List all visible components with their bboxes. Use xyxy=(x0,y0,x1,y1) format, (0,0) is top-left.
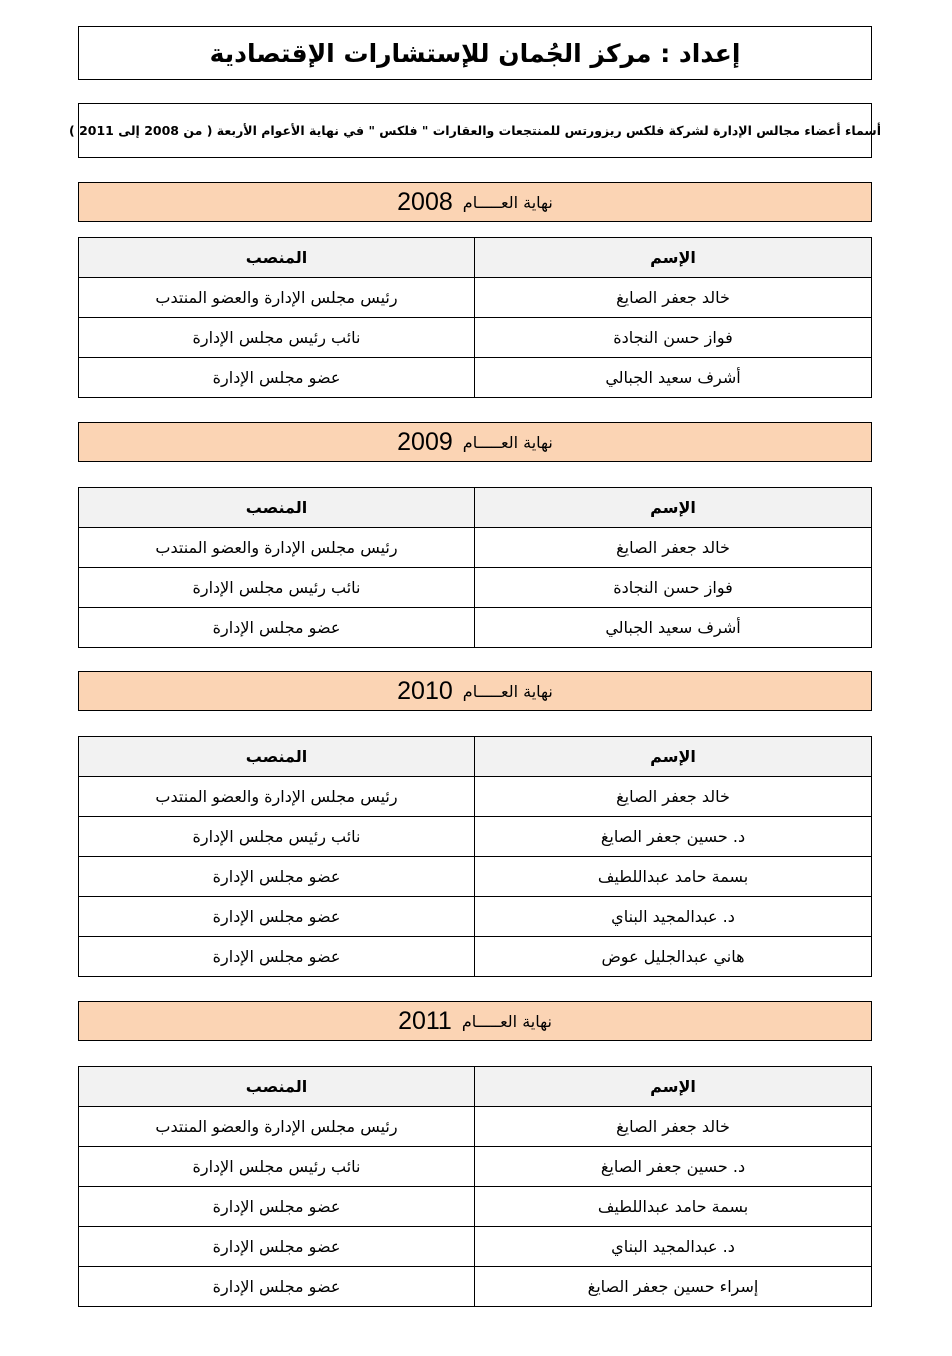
year-value: 2009 xyxy=(397,427,453,456)
member-name: إسراء حسين جعفر الصايغ xyxy=(474,1267,871,1306)
member-position: نائب رئيس مجلس الإدارة xyxy=(192,578,361,597)
member-name: د. حسين جعفر الصايغ xyxy=(474,817,871,856)
year-bar-2009 xyxy=(78,422,872,462)
year-bar-2010 xyxy=(78,671,872,711)
member-name: د. عبدالمجيد البناي xyxy=(474,1227,871,1266)
member-position: نائب رئيس مجلس الإدارة xyxy=(192,1157,361,1176)
page-title xyxy=(78,26,872,80)
member-position: عضو مجلس الإدارة xyxy=(212,947,341,966)
table-row xyxy=(79,817,871,857)
table-row xyxy=(79,528,871,568)
member-name: خالد جعفر الصايغ xyxy=(474,1107,871,1146)
member-position: عضو مجلس الإدارة xyxy=(212,1237,341,1256)
board-table-2009 xyxy=(78,487,872,648)
table-row xyxy=(79,857,871,897)
member-name: خالد جعفر الصايغ xyxy=(474,528,871,567)
page-subtitle-text: أسماء أعضاء مجالس الإدارة لشركة فلكس ريزورتس للمنتجعات والعقارات " فلكس " في نهاية الأعوام الأربعة ( من 2008 إلى 2011 ) xyxy=(68,123,881,138)
column-header-name: الإسم xyxy=(474,1067,871,1106)
table-row xyxy=(79,897,871,937)
table-row xyxy=(79,278,871,318)
year-bar-2011 xyxy=(78,1001,872,1041)
member-position: رئيس مجلس الإدارة والعضو المنتدب xyxy=(155,538,398,557)
table-row xyxy=(79,318,871,358)
table-row xyxy=(79,1227,871,1267)
column-header-position: المنصب xyxy=(245,498,308,517)
year-label: نهاية العـــــام xyxy=(461,1011,552,1031)
member-name: أشرف سعيد الجبالي xyxy=(474,608,871,647)
year-label: نهاية العـــــام xyxy=(462,432,553,452)
column-header-name: الإسم xyxy=(474,238,871,277)
member-position: نائب رئيس مجلس الإدارة xyxy=(192,328,361,347)
year-bar-2008 xyxy=(78,182,872,222)
column-header-position: المنصب xyxy=(245,248,308,267)
board-table-2011 xyxy=(78,1066,872,1307)
page-subtitle xyxy=(68,103,881,158)
member-name: خالد جعفر الصايغ xyxy=(474,777,871,816)
member-name: أشرف سعيد الجبالي xyxy=(474,358,871,397)
table-header-row xyxy=(79,488,871,528)
member-position: رئيس مجلس الإدارة والعضو المنتدب xyxy=(155,787,398,806)
table-row xyxy=(79,1107,871,1147)
member-name: د. حسين جعفر الصايغ xyxy=(474,1147,871,1186)
table-header-row xyxy=(79,1067,871,1107)
year-label: نهاية العـــــام xyxy=(462,192,553,212)
column-header-position: المنصب xyxy=(245,1077,308,1096)
table-row xyxy=(79,937,871,977)
member-position: عضو مجلس الإدارة xyxy=(212,618,341,637)
member-name: بسمة حامد عبداللطيف xyxy=(474,857,871,896)
table-row xyxy=(79,1147,871,1187)
member-position: عضو مجلس الإدارة xyxy=(212,1277,341,1296)
member-position: نائب رئيس مجلس الإدارة xyxy=(192,827,361,846)
member-name: د. عبدالمجيد البناي xyxy=(474,897,871,936)
member-position: عضو مجلس الإدارة xyxy=(212,907,341,926)
member-position: عضو مجلس الإدارة xyxy=(212,368,341,387)
member-name: هاني عبدالجليل عوض xyxy=(474,937,871,976)
year-value: 2008 xyxy=(397,187,453,216)
year-label: نهاية العـــــام xyxy=(462,681,553,701)
column-header-position: المنصب xyxy=(245,747,308,766)
table-row xyxy=(79,1187,871,1227)
member-name: فواز حسن النجادة xyxy=(474,568,871,607)
year-value: 2010 xyxy=(397,676,453,705)
table-row xyxy=(79,568,871,608)
table-header-row xyxy=(79,238,871,278)
column-header-name: الإسم xyxy=(474,488,871,527)
member-name: بسمة حامد عبداللطيف xyxy=(474,1187,871,1226)
year-value: 2011 xyxy=(398,1006,452,1035)
member-name: خالد جعفر الصايغ xyxy=(474,278,871,317)
board-table-2008 xyxy=(78,237,872,398)
member-position: عضو مجلس الإدارة xyxy=(212,1197,341,1216)
member-position: رئيس مجلس الإدارة والعضو المنتدب xyxy=(155,288,398,307)
table-header-row xyxy=(79,737,871,777)
member-position: رئيس مجلس الإدارة والعضو المنتدب xyxy=(155,1117,398,1136)
table-row xyxy=(79,777,871,817)
column-header-name: الإسم xyxy=(474,737,871,776)
member-position: عضو مجلس الإدارة xyxy=(212,867,341,886)
member-name: فواز حسن النجادة xyxy=(474,318,871,357)
table-row xyxy=(79,608,871,648)
table-row xyxy=(79,358,871,398)
board-table-2010 xyxy=(78,736,872,977)
table-row xyxy=(79,1267,871,1307)
page-title-text: إعداد : مركز الجُمان للإستشارات الإقتصادية xyxy=(209,38,741,68)
